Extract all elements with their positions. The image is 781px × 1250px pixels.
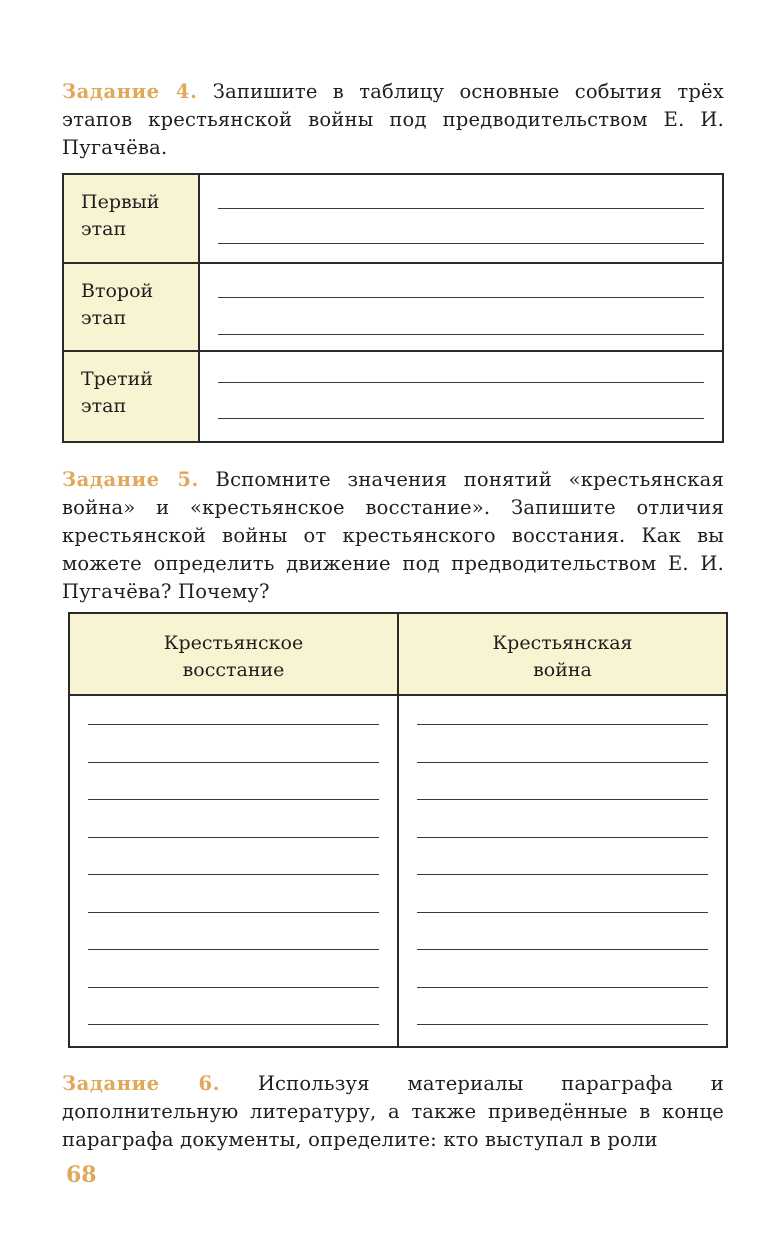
stage-row-1 [64, 175, 722, 264]
answer-line[interactable] [88, 949, 379, 950]
answer-line[interactable] [417, 874, 708, 875]
answer-line[interactable] [417, 912, 708, 913]
stage-head-2-word: Второй [81, 279, 154, 302]
answer-line[interactable] [218, 297, 704, 298]
answer-line[interactable] [218, 334, 704, 335]
page-number: 68 [66, 1162, 97, 1188]
stage-answer-3[interactable] [200, 352, 722, 441]
task-5 [62, 466, 724, 606]
uprising-answer-column[interactable] [70, 696, 399, 1046]
answer-line[interactable] [417, 1024, 708, 1025]
answer-line[interactable] [417, 799, 708, 800]
war-answer-column[interactable] [399, 696, 726, 1046]
compare-header-war-line2: война [533, 659, 592, 681]
task-5-text: Вспомните значения понятий «крестьянская война» и «крестьянское восстание». Запишите отличия крестьянской войны от крестьянского восстания. Как вы можете определить движение под предводительством Е. И. Пугачёва? Почему? [62, 468, 725, 603]
stage-row-2 [64, 264, 722, 353]
task-6-label: Задание 6. [62, 1072, 221, 1095]
task-6-text: Используя материалы параграфа и дополнительную литературу, а также приведённые в конце параграфа документы, определите: кто выступал в роли [62, 1072, 724, 1151]
answer-line[interactable] [88, 874, 379, 875]
stage-head-2 [64, 264, 200, 351]
answer-line[interactable] [88, 799, 379, 800]
stage-head-1-sub: этап [81, 218, 127, 240]
compare-table [68, 612, 728, 1048]
answer-line[interactable] [88, 762, 379, 763]
stages-table [62, 173, 724, 443]
compare-header-war [399, 614, 726, 694]
answer-line[interactable] [218, 208, 704, 209]
compare-header-uprising [70, 614, 399, 694]
task-4-text: Запишите в таблицу основные события трёх этапов крестьянской войны под предводительством Е. И. Пугачёва. [62, 80, 724, 159]
compare-table-body [70, 696, 726, 1046]
answer-line[interactable] [417, 987, 708, 988]
stage-answer-1[interactable] [200, 175, 722, 262]
stage-head-3-sub: этап [81, 395, 127, 418]
compare-header-uprising-line1: Крестьянское [163, 632, 304, 654]
answer-line[interactable] [218, 382, 704, 383]
answer-line[interactable] [218, 243, 704, 244]
stage-row-3 [64, 352, 722, 441]
stage-head-3 [64, 352, 200, 441]
stage-head-2-sub: этап [81, 306, 127, 329]
answer-line[interactable] [88, 1024, 379, 1025]
answer-line[interactable] [417, 724, 708, 725]
task-5-label: Задание 5. [62, 468, 199, 491]
answer-line[interactable] [88, 724, 379, 725]
compare-header-uprising-line2: восстание [182, 659, 285, 681]
compare-table-header [70, 614, 726, 696]
answer-line[interactable] [417, 762, 708, 763]
answer-line[interactable] [88, 837, 379, 838]
task-4 [62, 78, 724, 162]
task-6 [62, 1070, 724, 1154]
answer-line[interactable] [88, 987, 379, 988]
answer-line[interactable] [88, 912, 379, 913]
stage-answer-2[interactable] [200, 264, 722, 351]
task-4-label: Задание 4. [62, 80, 198, 103]
answer-line[interactable] [218, 418, 704, 419]
stage-head-1-word: Первый [81, 191, 160, 213]
answer-line[interactable] [417, 837, 708, 838]
answer-line[interactable] [417, 949, 708, 950]
stage-head-1 [64, 175, 200, 262]
compare-header-war-line1: Крестьянская [492, 632, 633, 654]
stage-head-3-word: Третий [81, 368, 153, 391]
